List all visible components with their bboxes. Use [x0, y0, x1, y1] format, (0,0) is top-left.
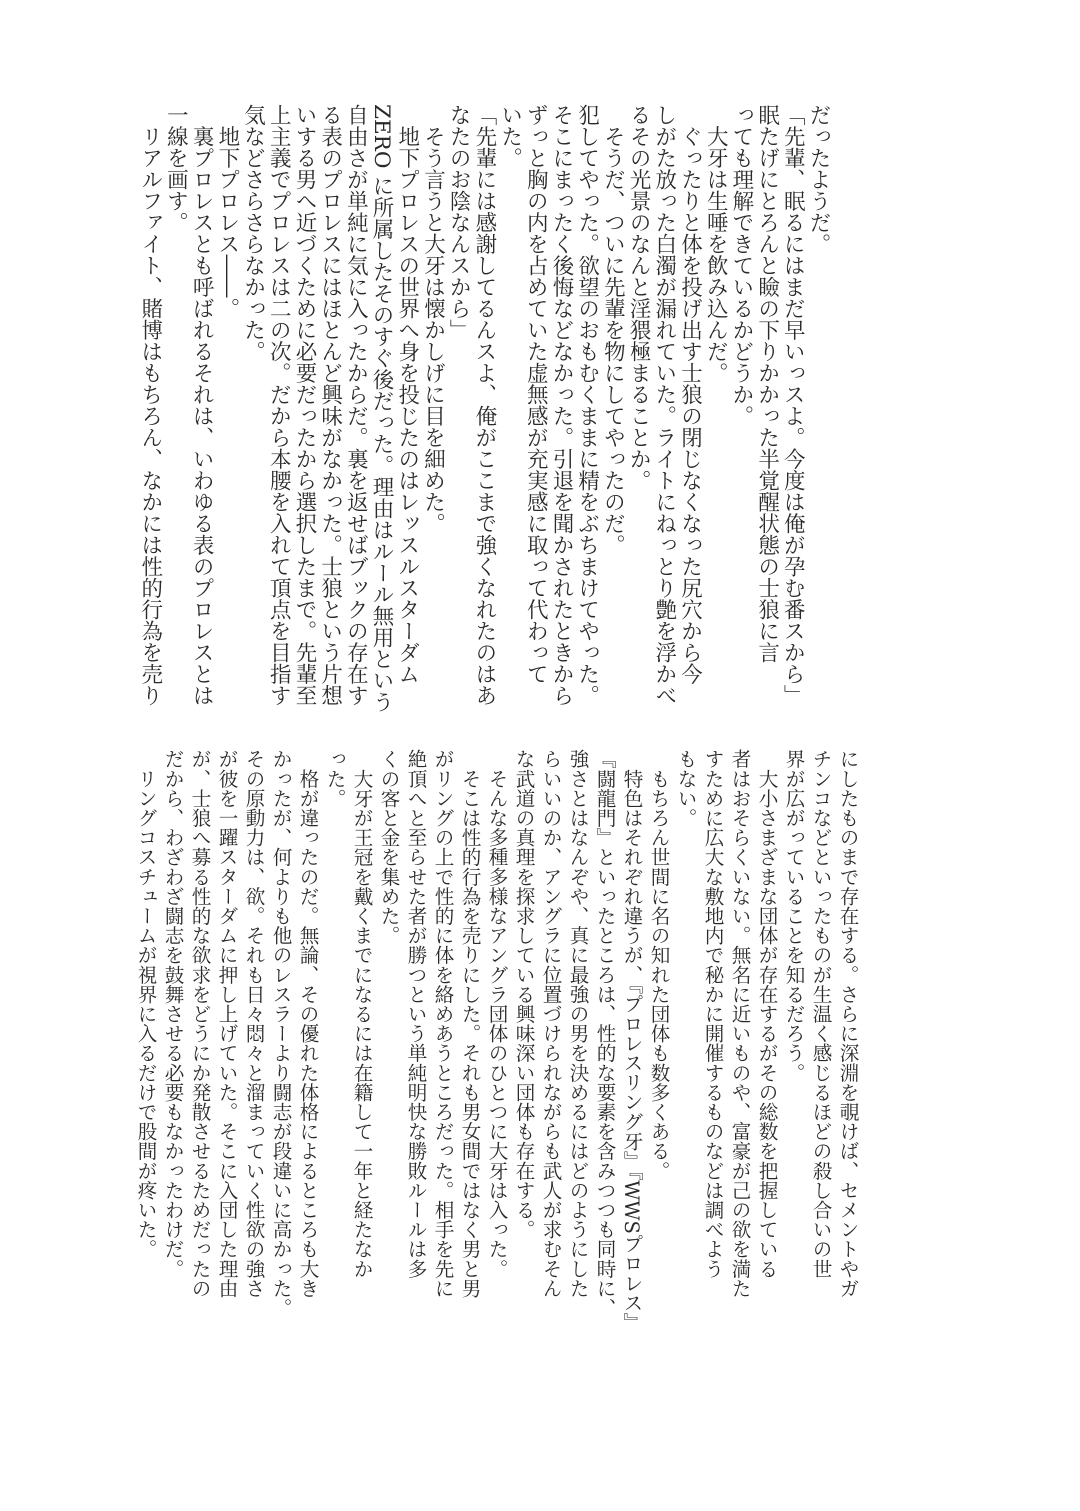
text-column: ぐったりと体を投げ出す士狼の閉じなくなった尻穴から今	[677, 104, 703, 685]
text-column: なたのお陰なんスから」	[446, 104, 472, 341]
text-column: チンコなどといったものが生温く感じるほどの殺し合いの世	[809, 749, 832, 1279]
text-column: そこは性的行為を売りにした。それも男女間ではなく男と男	[458, 749, 481, 1298]
text-column: 上主義でプロレスは二の次。だから本腰を入れて頂点を目指す	[266, 104, 292, 706]
text-column: 特色はそれぞれ違うが、『プロレスリング牙』『WWSプロレス』	[620, 749, 643, 1332]
text-column: 大牙は生唾を飲み込んだ。	[703, 104, 729, 384]
text-column: 『闘龍門』といったところは、性的な要素を含みつつも同時に、	[593, 749, 616, 1318]
text-column: 自由さが単純に気に入ったからだ。裏を返せばブックの存在す	[343, 104, 369, 706]
upper-text-block	[137, 104, 831, 714]
text-column: くの客と金を集めた。	[377, 749, 400, 945]
lower-text-block	[132, 749, 861, 1332]
text-column: が彼を一躍スターダムに押し上げていた。そこに入団した理由	[215, 749, 238, 1298]
text-column: 大小さまざまな団体が存在するがその総数を把握している	[755, 749, 778, 1279]
text-column: らいいのか、アングラに位置づけられながらも武人が求むそん	[539, 749, 562, 1298]
text-column: 地下プロレスの世界へ身を投じたのはレッスルスターダム	[394, 104, 420, 685]
text-column: いする男へ近づくために必要だったから選択したまで。先輩至	[291, 104, 317, 706]
text-column: もちろん世間に名の知れた団体も数多くある。	[647, 749, 670, 1181]
text-column: 眠たげにとろんと瞼の下りかかった半覚醒状態の士狼に言	[754, 104, 780, 663]
text-column: が、士狼へ募る性的な欲求をどうにか発散させるためだったの	[188, 749, 211, 1298]
text-column: そこにまったく後悔などなかった。引退を聞かされたときから	[548, 104, 574, 706]
text-column: いた。	[497, 104, 523, 169]
text-column: った。	[323, 749, 346, 808]
text-column: 格が違ったのだ。無論、その優れた体格によるところも大き	[296, 749, 319, 1298]
text-column: がリングの上で性的に体を絡めあうところだった。相手を先に	[431, 749, 454, 1298]
text-column: だから、わざわざ闘志を鼓舞させる必要もなかったわけだ。	[161, 749, 184, 1279]
text-column: 地下プロレス――。	[214, 104, 240, 319]
text-column: リングコスチュームが視界に入るだけで股間が疼いた。	[134, 749, 157, 1259]
text-column: ずっと胸の内を占めていた虚無感が充実感に取って代わって	[523, 104, 549, 685]
text-column: 「先輩、眠るにはまだ早いっスよ。今度は俺が孕む番スから」	[780, 104, 806, 706]
text-column: もない。	[674, 749, 697, 828]
text-column: しがた放った白濁が漏れていた。ライトにねっとり艶を浮かべ	[651, 104, 677, 706]
text-column: っても理解できているかどうか。	[728, 104, 754, 427]
text-column: その原動力は、欲。それも日々悶々と溜まっていく性欲の強さ	[242, 749, 265, 1298]
text-column: ZERO に所属したそのすぐ後だった。理由はルール無用という	[369, 104, 395, 713]
text-column: だったようだ。	[806, 104, 831, 255]
text-column: 大牙が王冠を戴くまでになるには在籍して一年と経たなか	[350, 749, 373, 1279]
text-column: にしたものまで存在する。さらに深淵を覗けば、セメントやガ	[836, 749, 859, 1298]
text-column: 強さとはなんぞや、真に最強の男を決めるにはどのようにした	[566, 749, 589, 1298]
text-column: る表のプロレスにはほとんど興味がなかった。士狼という片想	[317, 104, 343, 706]
text-column: 者はおそらくいない。無名に近いものや、富豪が己の欲を満た	[728, 749, 751, 1298]
text-column: リアルファイト、賭博はもちろん、なかには性的行為を売り	[137, 104, 163, 706]
text-column: な武道の真理を探求している興味深い団体も存在する。	[512, 749, 535, 1239]
text-column: 犯してやった。欲望のおもむくままに精をぶちまけてやった。	[574, 104, 600, 706]
text-column: 裏プロレスとも呼ばれるそれは、いわゆる表のプロレスとは	[189, 104, 215, 706]
text-column: るその光景のなんと淫猥極まることか。	[626, 104, 652, 491]
text-column: すために広大な敷地内で秘かに開催するものなどは調べよう	[701, 749, 724, 1279]
text-column: 絶頂へと至らせた者が勝つという単純明快な勝敗ルールは多	[404, 749, 427, 1279]
text-column: そう言うと大牙は懐かしげに目を細めた。	[420, 104, 446, 534]
text-column: 界が広がっていることを知るだろう。	[782, 749, 805, 1083]
text-column: 「先輩には感謝してるんスよ、俺がここまで強くなれたのはあ	[471, 104, 497, 706]
text-column: そんな多種多様なアングラ団体のひとつに大牙は入った。	[485, 749, 508, 1279]
text-column: 一線を画す。	[163, 104, 189, 233]
text-column: かったが、何よりも他のレスラーより闘志が段違いに高かった。	[269, 749, 292, 1318]
text-column: そうだ、ついに先輩を物にしてやったのだ。	[600, 104, 626, 556]
text-column: 気などさらさらなかった。	[240, 104, 266, 362]
